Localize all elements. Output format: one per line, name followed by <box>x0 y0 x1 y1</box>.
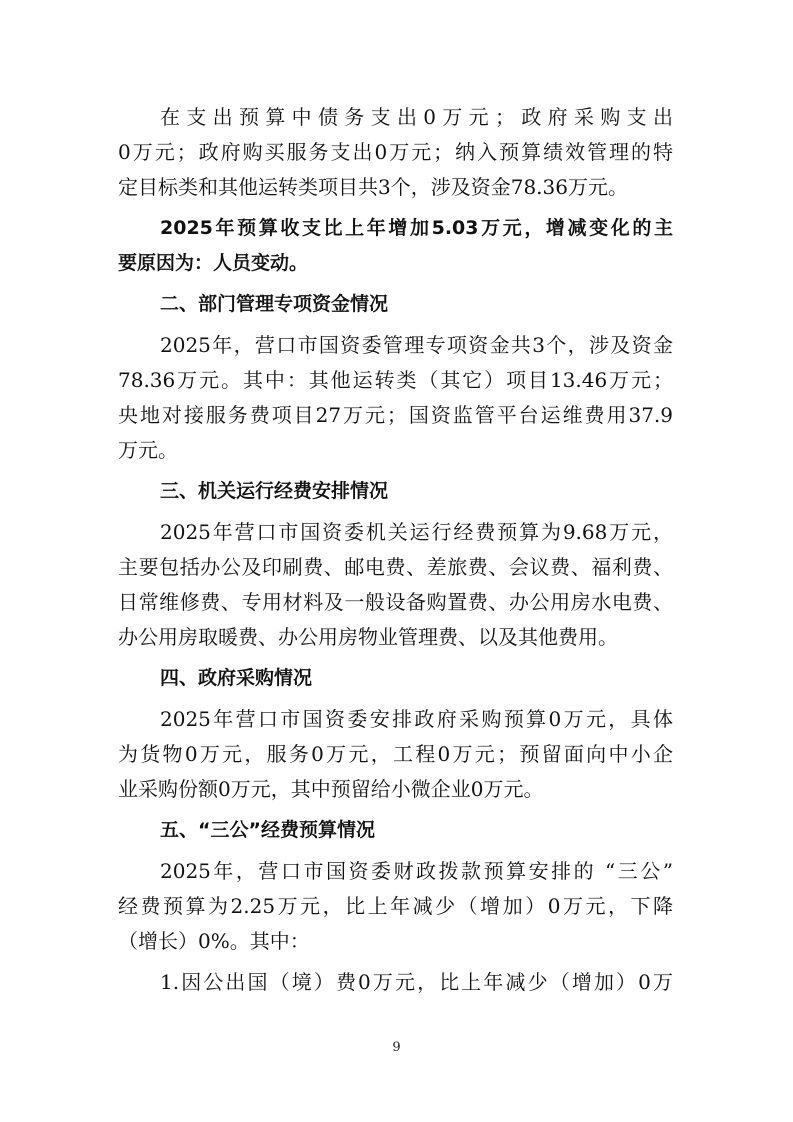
line-text: 2025年预算收支比上年增加5.03万元，增减变化的主 <box>160 217 673 239</box>
line-text: 78.36万元。其中：其他运转类（其它）项目13.46万元； <box>118 368 673 392</box>
text-line <box>118 363 673 398</box>
text-line <box>118 135 673 170</box>
text-line <box>118 924 673 959</box>
line-text: 0万元；政府购买服务支出0万元；纳入预算绩效管理的特 <box>118 140 673 164</box>
text-line <box>118 550 673 585</box>
line-text: 2025年，营口市国资委财政拨款预算安排的 “三公” <box>160 859 673 883</box>
heading-text: 三、机关运行经费安排情况 <box>160 480 389 502</box>
heading-text: 四、政府采购情况 <box>160 667 313 689</box>
heading-text: 五、“三公”经费预算情况 <box>160 819 375 841</box>
section-heading <box>118 287 673 322</box>
text-line <box>118 328 673 363</box>
text-line <box>118 100 673 135</box>
line-text: 央地对接服务费项目27万元；国资监管平台运维费用37.9 <box>118 403 673 427</box>
text-line <box>118 170 673 205</box>
line-text: 经费预算为2.25万元，比上年减少（增加）0万元，下降 <box>118 894 673 918</box>
text-line <box>118 620 673 655</box>
text-line <box>118 211 673 246</box>
text-line <box>118 702 673 737</box>
text-line <box>118 854 673 889</box>
section-heading <box>118 474 673 509</box>
line-text: 2025年营口市国资委安排政府采购预算0万元，具体 <box>160 707 673 731</box>
text-line <box>118 772 673 807</box>
line-text: 定目标类和其他运转类项目共3个，涉及资金78.36万元。 <box>118 175 628 199</box>
text-line <box>118 737 673 772</box>
line-text: 在支出预算中债务支出0万元；政府采购支出 <box>160 105 673 129</box>
line-text: 要原因为：人员变动。 <box>118 252 309 274</box>
text-line <box>118 889 673 924</box>
line-text: 办公用房取暖费、办公用房物业管理费、以及其他费用。 <box>118 625 618 649</box>
text-line <box>118 965 673 1000</box>
text-line <box>118 433 673 468</box>
section-heading <box>118 661 673 696</box>
line-text: （增长）0%。其中： <box>118 929 310 953</box>
line-text: 2025年营口市国资委机关运行经费预算为9.68万元， <box>160 520 673 544</box>
line-text: 日常维修费、专用材料及一般设备购置费、办公用房水电费、 <box>118 590 673 614</box>
text-line <box>118 246 673 281</box>
page-number: 9 <box>392 1040 401 1055</box>
line-text: 1.因公出国（境）费0万元，比上年减少（增加）0万 <box>160 970 673 994</box>
line-text: 主要包括办公及印刷费、邮电费、差旅费、会议费、福利费、 <box>118 555 673 579</box>
text-line <box>118 585 673 620</box>
line-text: 万元。 <box>118 438 178 462</box>
text-line <box>118 398 673 433</box>
line-text: 业采购份额0万元，其中预留给小微企业0万元。 <box>118 777 544 801</box>
section-heading <box>118 813 673 848</box>
line-text: 为货物0万元，服务0万元，工程0万元；预留面向中小企 <box>118 742 673 766</box>
page-body <box>118 100 673 1000</box>
line-text: 2025年，营口市国资委管理专项资金共3个，涉及资金 <box>160 333 673 357</box>
heading-text: 二、部门管理专项资金情况 <box>160 293 389 315</box>
text-line <box>118 515 673 550</box>
